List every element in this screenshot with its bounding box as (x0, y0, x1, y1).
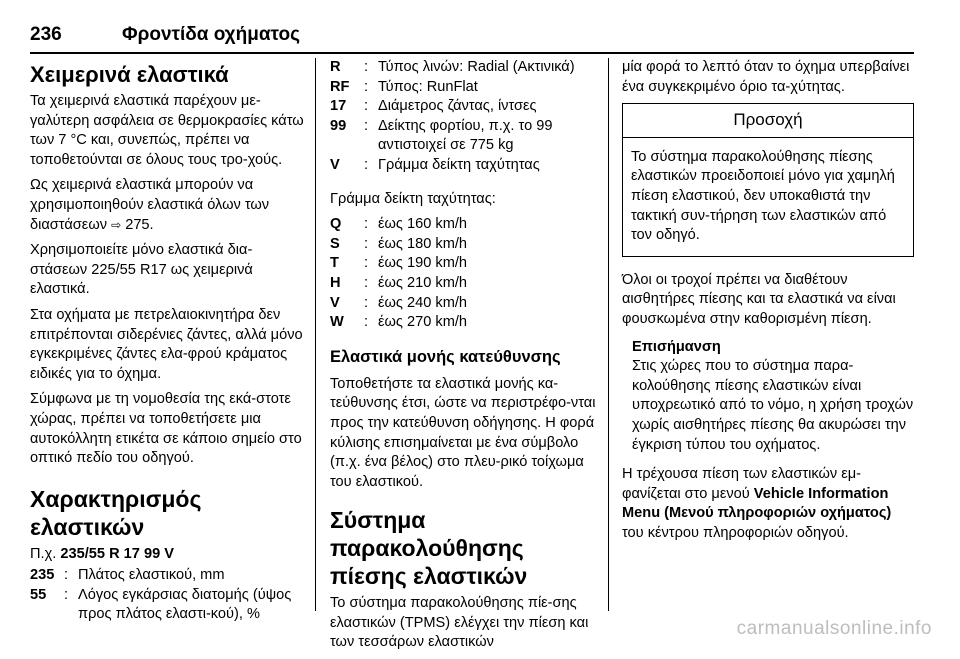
definition-item: RF : Τύπος: RunFlat (330, 78, 478, 95)
warning-box (622, 103, 914, 257)
warning-body: Το σύστημα παρακολούθησης πίεσης ελαστικών προειδοποιεί μόνο για χαμηλή πίεση ελαστικού, δεν υποκαθιστά την τακτική συν-τήρηση των ελαστικών από τον οδηγό. (631, 148, 895, 244)
definition-item: V : Γράμμα δείκτη ταχύτητας (330, 156, 540, 173)
speed-item: H : έως 210 km/h (330, 274, 468, 291)
definition-item: 99 : Δείκτης φορτίου, π.χ. το 99 αντιστοιχεί σε 775 kg (330, 117, 553, 154)
note-title: Επισήμανση (632, 338, 721, 355)
speed-item: V : έως 240 km/h (330, 294, 468, 311)
page-header (30, 16, 940, 56)
column-divider-1 (315, 58, 316, 611)
page-ref-arrow-icon: ⇨ (111, 217, 122, 232)
note-block (622, 338, 914, 456)
note-body: Στις χώρες που το σύστημα παρα-κολούθησης πίεσης ελαστικών είναι υποχρεωτικό από το νόμο, η χρήση τροχών χωρίς αισθητήρες πίεσης θα ακυρώσει την έγκριση τύπου του οχήματος. (632, 358, 914, 453)
speed-item: Q : έως 160 km/h (330, 216, 468, 233)
paragraph: Τοποθετήστε τα ελαστικά μονής κα-τεύθυνσης έτσι, ώστε να περιστρέφο-νται προς την κατεύθυνση οδήγησης. Η φορά κύλισης επισημαίνεται με ένα σύμβολο (π.χ. ένα βέλος) στο πλευ-ρικό τοίχωμα του ελαστικού. (330, 375, 596, 490)
page-reference: 275. (125, 216, 154, 233)
paragraph: Όλοι οι τροχοί πρέπει να διαθέτουν αισθητήρες πίεσης και τα ελαστικά να είναι φουσκωμένα στην καθορισμένη πίεση. (622, 271, 896, 327)
speed-item: W : έως 270 km/h (330, 314, 468, 331)
definition-item: 17 : Διάμετρος ζάντας, ίντσες (330, 98, 537, 115)
paragraph: Τα χειμερινά ελαστικά παρέχουν με-γαλύτερη ασφάλεια σε θερμοκρασίες κάτω των 7 °C και, συνεπώς, πρέπει να τοποθετούνται σε όλους τους τρο-χούς. (30, 93, 304, 168)
column-divider-2 (608, 58, 609, 611)
chapter-title: Φροντίδα οχήματος (122, 24, 300, 45)
page-number: 236 (30, 24, 62, 45)
paragraph: μία φορά το λεπτό όταν το όχημα υπερβαίνει ένα συγκεκριμένο όριο τα-χύτητας. (622, 59, 910, 95)
warning-title: Προσοχή (623, 104, 913, 138)
paragraph: Χρησιμοποιείτε μόνο ελαστικά δια-στάσεων 225/55 R17 ως χειμερινά ελαστικά. (30, 242, 253, 298)
definition-item: 55 : Λόγος εγκάρσιας διατομής (ύψος προς πλάτος ελαστι-κού), % (30, 586, 292, 623)
speed-index-intro: Γράμμα δείκτη ταχύτητας: (330, 190, 496, 207)
subsection-title-directional-tyres: Ελαστικά μονής κατεύθυνσης (330, 347, 561, 366)
paragraph: Στα οχήματα με πετρελαιοκινητήρα δεν επιτρέπονται σιδερένιες ζάντες, αλλά μόνο εγκεκριμένες ζάντες ελα-φρού κράματος ειδικές για το όχημα. (30, 306, 303, 382)
section-title-tyre-designation: Χαρακτηρισμός ελαστικών (30, 485, 202, 540)
paragraph: Σύμφωνα με τη νομοθεσία της εκά-στοτε χώρας, πρέπει να τοποθετήσετε μια αυτοκόλλητη ετικέτα σε κάποιο σημείο στο οπτικό πεδίο του οδηγού. (30, 391, 302, 467)
header-rule (30, 52, 914, 54)
example-line: Π.χ. 235/55 R 17 99 V (30, 545, 174, 562)
paragraph: Το σύστημα παρακολούθησης πίε-σης ελαστικών (TPMS) ελέγχει την πίεση και των τεσσάρων ελαστικών (330, 595, 589, 651)
definition-item: R : Τύπος λινών: Radial (Ακτινικά) (330, 59, 575, 75)
example-code: 235/55 R 17 99 V (60, 545, 174, 562)
section-title-winter-tyres: Χειμερινά ελαστικά (30, 62, 229, 87)
watermark: carmanualsonline.info (736, 618, 932, 639)
paragraph: Ως χειμερινά ελαστικά μπορούν να χρησιμοποιηθούν ελαστικά όλων των διαστάσεων ⇨ 275. (30, 177, 270, 233)
speed-item: S : έως 180 km/h (330, 235, 468, 252)
column-2 (330, 58, 606, 659)
speed-item: T : έως 190 km/h (330, 255, 468, 272)
definition-item: 235 : Πλάτος ελαστικού, mm (30, 567, 225, 584)
section-title-tpms: Σύστημα παρακολούθησης πίεσης ελαστικών (330, 507, 528, 590)
paragraph: Η τρέχουσα πίεση των ελαστικών εμ-φανίζεται στο μενού Vehicle Information Menu (Μενού πληροφοριών οχήματος) του κέντρου πληροφοριών οδηγού. (622, 466, 892, 541)
column-1 (30, 58, 308, 625)
column-3 (622, 58, 914, 549)
menu-name: Vehicle Information Menu (Μενού πληροφοριών οχήματος) (622, 485, 892, 522)
